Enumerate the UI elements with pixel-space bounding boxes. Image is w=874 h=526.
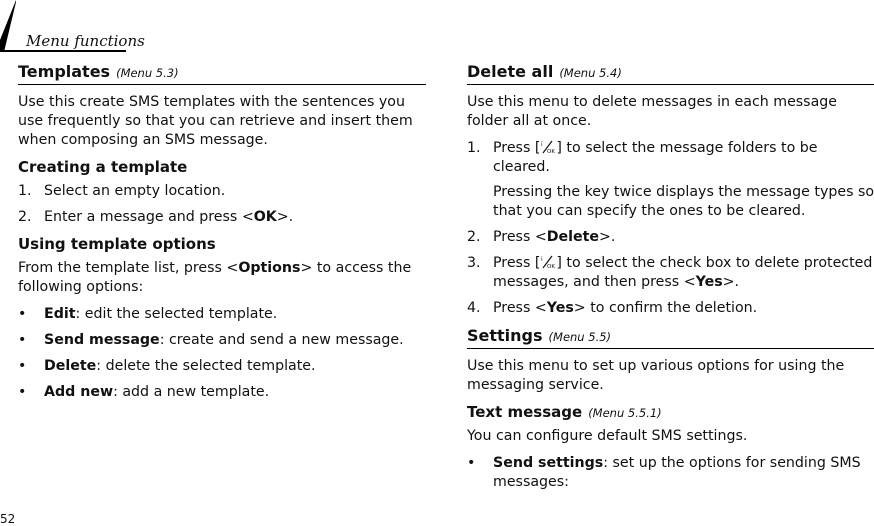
step-number: 2. — [467, 229, 481, 245]
templates-intro: Use this create SMS templates with the sentences you use frequently so that you can retrieve and insert them when composing an SMS message. — [18, 94, 413, 148]
step-note: Pressing the key twice displays the message types so that you can specify the ones to be cleared. — [493, 184, 874, 219]
step-text: Enter a message and press < — [44, 209, 254, 225]
menu-reference: (Menu 5.5) — [548, 330, 612, 344]
step-text: >. — [276, 209, 294, 225]
running-header: Menu functions — [26, 32, 145, 50]
bullet-glyph: • — [18, 306, 27, 322]
section-heading-templates — [18, 62, 426, 85]
step-text: ] to select the message folders to be cleared. — [493, 140, 818, 175]
option-term: Edit — [44, 306, 76, 322]
right-column — [467, 62, 874, 500]
subheading-title: Text message — [467, 403, 583, 421]
menu-reference: (Menu 5.3) — [116, 66, 179, 80]
step-text: Press [ — [493, 140, 541, 156]
list-item — [467, 228, 874, 247]
text-fragment: > to access the following options: — [18, 260, 412, 295]
menu-reference: (Menu 5.5.1) — [588, 406, 662, 420]
list-item — [467, 139, 874, 221]
options-intro — [18, 259, 426, 297]
creating-steps — [18, 182, 426, 227]
section-heading-delete-all — [467, 62, 874, 85]
svg-text:i: i — [541, 256, 544, 263]
key-label: OK — [253, 209, 277, 225]
header-underline — [0, 50, 126, 52]
subheading-text-message — [467, 403, 874, 421]
option-description: : delete the selected template. — [96, 358, 316, 374]
bullet-glyph: • — [467, 455, 476, 471]
step-text: >. — [722, 274, 740, 290]
subheading-title: Creating a template — [18, 158, 188, 176]
text-message-options — [467, 454, 874, 492]
svg-text:OK: OK — [547, 264, 556, 269]
option-term: Add new — [44, 384, 114, 400]
delete-all-intro: Use this menu to delete messages in each message folder all at once. — [467, 94, 838, 129]
option-term: Delete — [44, 358, 97, 374]
menu-reference: (Menu 5.4) — [559, 66, 622, 80]
option-description: : create and send a new message. — [159, 332, 404, 348]
options-list — [18, 305, 426, 402]
list-item — [18, 383, 426, 402]
header-bar-decoration — [0, 0, 16, 52]
section-title: Settings — [467, 326, 543, 345]
section-title: Delete all — [467, 62, 554, 81]
delete-all-steps — [467, 139, 874, 318]
option-description: : edit the selected template. — [75, 306, 278, 322]
svg-text:OK: OK — [547, 149, 556, 154]
bullet-glyph: • — [18, 332, 27, 348]
subheading-template-options — [18, 235, 426, 253]
step-text: Press < — [493, 229, 547, 245]
list-item — [18, 357, 426, 376]
list-item — [467, 454, 874, 492]
step-number: 3. — [467, 255, 481, 271]
list-item — [467, 299, 874, 318]
step-number: 1. — [467, 140, 481, 156]
step-text: Select an empty location. — [44, 183, 226, 199]
option-term: Send settings — [493, 455, 604, 471]
option-description: : set up the options for sending SMS messages: — [493, 455, 861, 490]
settings-intro: Use this menu to set up various options for using the messaging service. — [467, 358, 845, 393]
step-text: ] to select the check box to delete protected messages, and then press < — [493, 255, 873, 290]
text-fragment: From the template list, press < — [18, 260, 239, 276]
list-item — [467, 254, 874, 292]
list-item — [18, 208, 426, 227]
key-label: Delete — [546, 229, 600, 245]
bullet-glyph: • — [18, 384, 27, 400]
subheading-creating-template — [18, 158, 426, 176]
page-number: 52 — [0, 512, 16, 526]
step-text: Press [ — [493, 255, 541, 271]
step-text: >. — [599, 229, 616, 245]
svg-text:i: i — [541, 141, 544, 148]
option-term: Send message — [44, 332, 160, 348]
ok-key-icon — [541, 255, 555, 269]
section-title: Templates — [18, 62, 111, 81]
ok-key-icon — [541, 140, 555, 154]
key-label: Yes — [546, 300, 574, 316]
key-label: Yes — [695, 274, 723, 290]
step-number: 2. — [18, 209, 32, 225]
step-text: Press < — [493, 300, 547, 316]
text-message-intro: You can configure default SMS settings. — [467, 428, 748, 444]
step-number: 4. — [467, 300, 481, 316]
list-item — [18, 305, 426, 324]
bullet-glyph: • — [18, 358, 27, 374]
section-heading-settings — [467, 326, 874, 349]
key-label: Options — [238, 260, 301, 276]
option-description: : add a new template. — [113, 384, 270, 400]
subheading-title: Using template options — [18, 235, 216, 253]
list-item — [18, 331, 426, 350]
left-column — [18, 62, 426, 410]
list-item — [18, 182, 426, 201]
step-text: > to confirm the deletion. — [573, 300, 758, 316]
step-number: 1. — [18, 183, 32, 199]
